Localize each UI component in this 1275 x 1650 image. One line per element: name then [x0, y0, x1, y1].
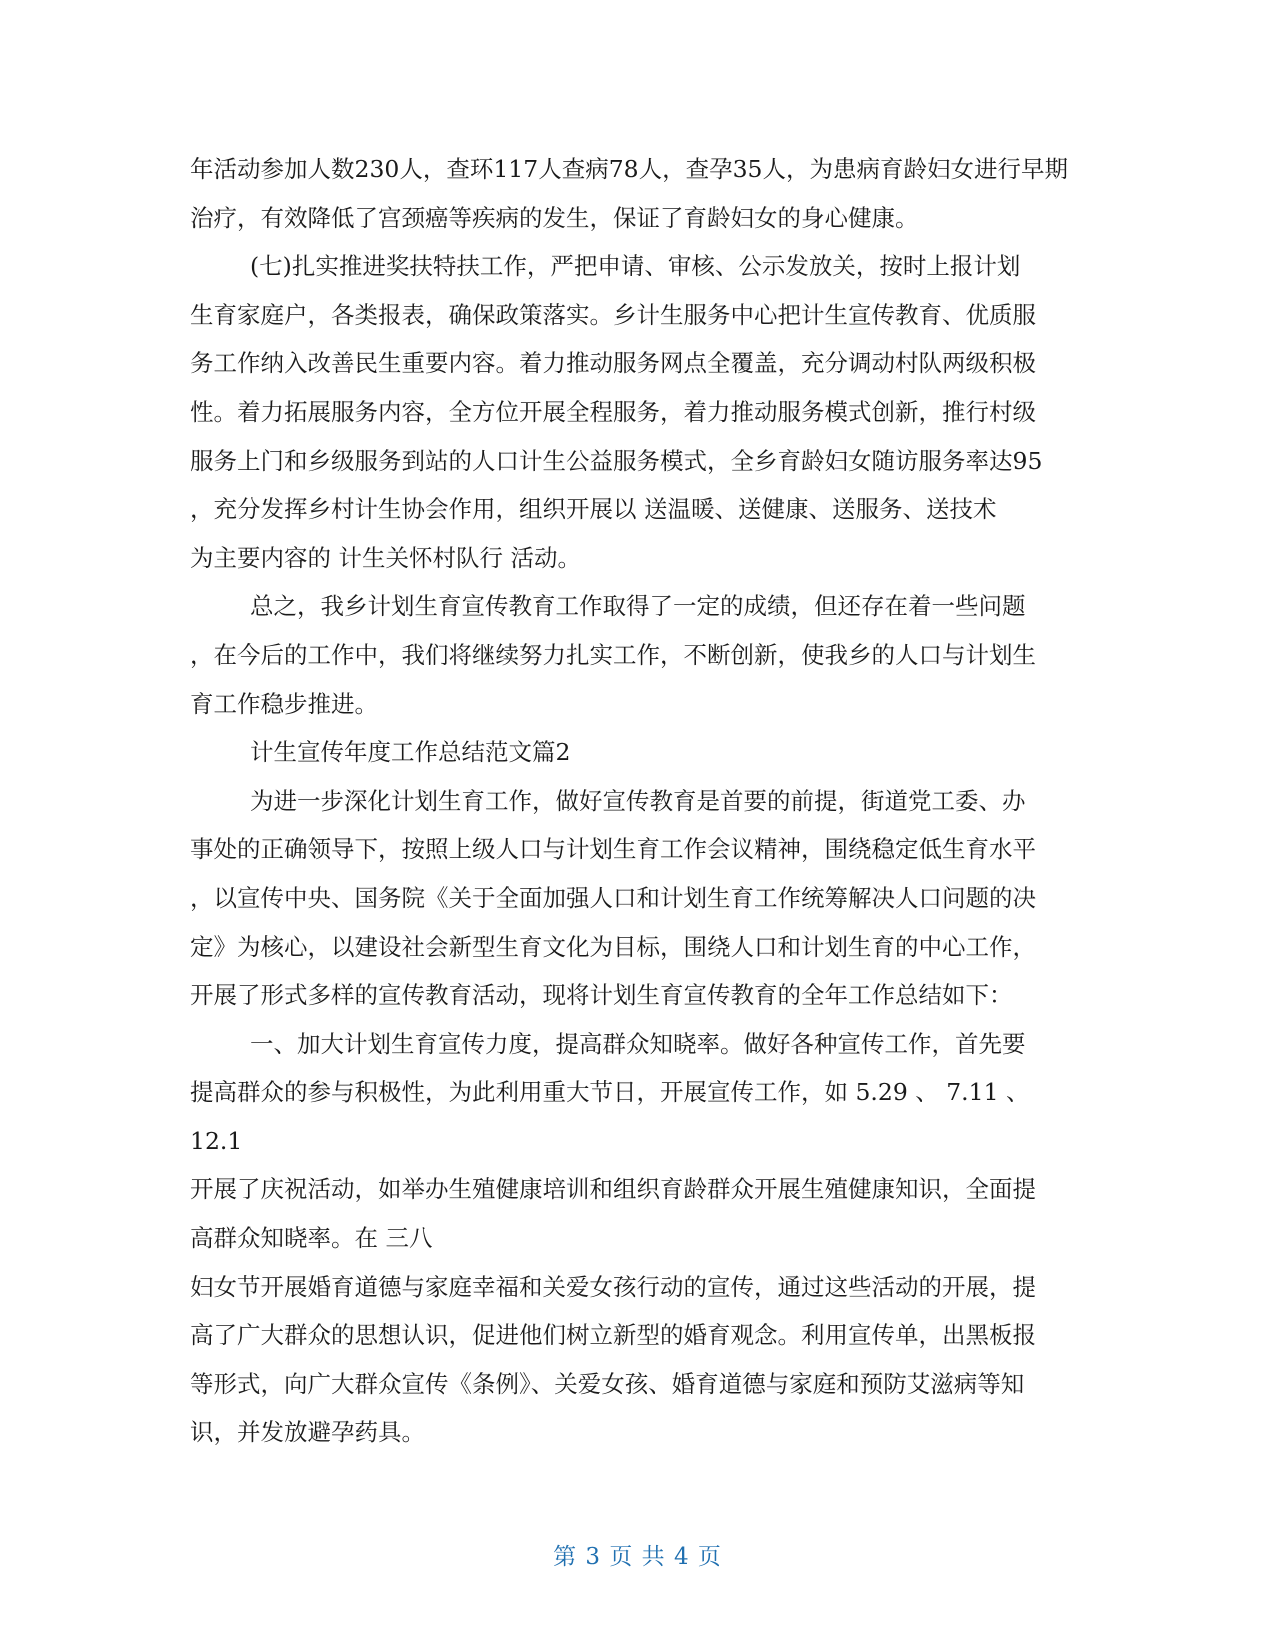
text-line: 12.1: [190, 1126, 243, 1155]
text-line: 为进一步深化计划生育工作，做好宣传教育是首要的前提，街道党工委、办: [250, 786, 1026, 815]
text-line: 务工作纳入改善民生重要内容。着力推动服务网点全覆盖，充分调动村队两级积极: [190, 349, 1036, 378]
text-line: 妇女节开展婚育道德与家庭幸福和关爱女孩行动的宣传，通过这些活动的开展，提: [190, 1272, 1036, 1301]
text-line: 高了广大群众的思想认识，促进他们树立新型的婚育观念。利用宣传单，出黑板报: [190, 1321, 1036, 1350]
text-line: ，充分发挥乡村计生协会作用，组织开展以 送温暖、送健康、送服务、送技术: [190, 495, 997, 524]
text-line: 服务上门和乡级服务到站的人口计生公益服务模式，全乡育龄妇女随访服务率达95: [190, 446, 1043, 475]
text-line: 一、加大计划生育宣传力度，提高群众知晓率。做好各种宣传工作，首先要: [250, 1029, 1026, 1058]
text-line: 定》为核心，以建设社会新型生育文化为目标，围绕人口和计划生育的中心工作，: [190, 932, 1036, 961]
text-line: 等形式，向广大群众宣传《条例》、关爱女孩、婚育道德与家庭和预防艾滋病等知: [190, 1369, 1025, 1398]
text-line: (七)扎实推进奖扶特扶工作，严把申请、审核、公示发放关，按时上报计划: [250, 252, 1021, 281]
text-line: 事处的正确领导下，按照上级人口与计划生育工作会议精神，围绕稳定低生育水平: [190, 835, 1036, 864]
text-line: 开展了庆祝活动，如举办生殖健康培训和组织育龄群众开展生殖健康知识，全面提: [190, 1175, 1036, 1204]
text-line: ，以宣传中央、国务院《关于全面加强人口和计划生育工作统筹解决人口问题的决: [190, 883, 1036, 912]
text-line: 育工作稳步推进。: [190, 689, 378, 718]
text-line: 高群众知晓率。在 三八: [190, 1224, 433, 1253]
text-line: 年活动参加人数230人，查环117人查病78人，查孕35人，为患病育龄妇女进行早期: [190, 155, 1069, 183]
text-line: ，在今后的工作中，我们将继续努力扎实工作，不断创新，使我乡的人口与计划生: [190, 640, 1036, 669]
text-line: 计生宣传年度工作总结范文篇2: [250, 738, 571, 767]
text-line: 为主要内容的 计生关怀村队行 活动。: [190, 543, 581, 572]
text-line: 总之，我乡计划生育宣传教育工作取得了一定的成绩，但还存在着一些问题: [250, 592, 1026, 621]
text-line: 提高群众的参与积极性，为此利用重大节日，开展宣传工作，如 5.29 、 7.11 、: [190, 1078, 1030, 1107]
text-line: 治疗，有效降低了宫颈癌等疾病的发生，保证了育龄妇女的身心健康。: [190, 203, 919, 232]
text-line: 性。着力拓展服务内容，全方位开展全程服务，着力推动服务模式创新，推行村级: [190, 397, 1036, 426]
text-line: 开展了形式多样的宣传教育活动，现将计划生育宣传教育的全年工作总结如下：: [190, 981, 1013, 1010]
page-number-footer: 第 3 页 共 4 页: [553, 1544, 722, 1570]
text-line: 生育家庭户，各类报表，确保政策落实。乡计生服务中心把计生宣传教育、优质服: [190, 300, 1036, 329]
document-body: [190, 145, 1090, 1457]
text-line: 识，并发放避孕药具。: [190, 1418, 425, 1447]
